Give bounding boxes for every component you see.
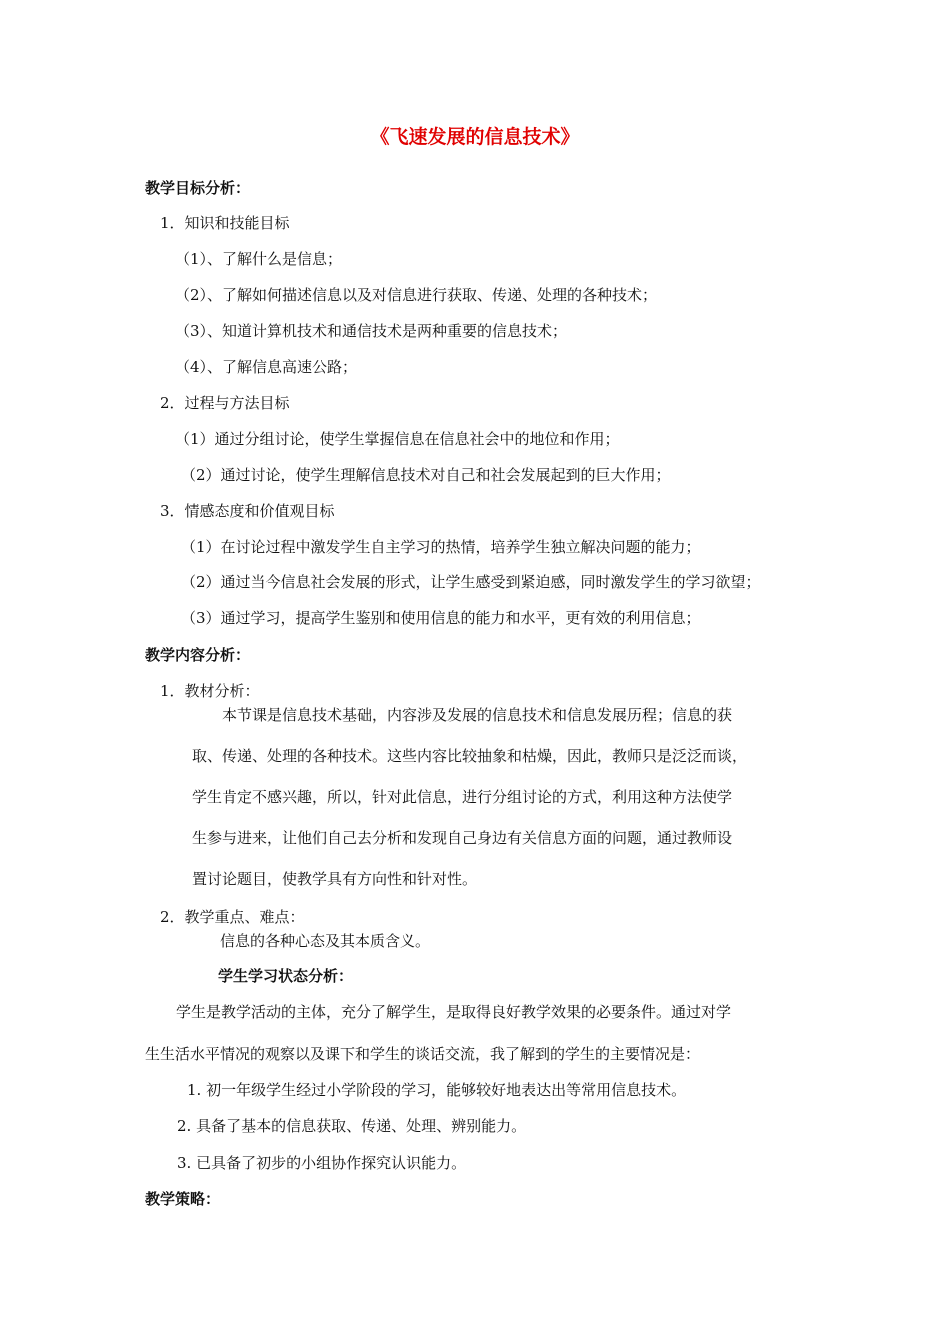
keypoints-heading: 2．教学重点、难点： <box>160 908 305 926</box>
knowledge-goal-heading: 1．知识和技能目标 <box>160 214 290 232</box>
students-item: 2. 具备了基本的信息获取、传递、处理、辨别能力。 <box>177 1117 527 1135</box>
emotion-goal-heading: 3．情感态度和价值观目标 <box>160 502 335 520</box>
material-line: 取、传递、处理的各种技术。这些内容比较抽象和枯燥，因此，教师只是泛泛而谈， <box>192 747 748 765</box>
emotion-item: （1）在讨论过程中激发学生自主学习的热情，培养学生独立解决问题的能力； <box>181 538 701 556</box>
students-heading: 学生学习状态分析： <box>218 967 354 985</box>
process-goal-heading: 2．过程与方法目标 <box>160 394 290 412</box>
strategy-heading: 教学策略： <box>145 1190 221 1208</box>
process-item: （1）通过分组讨论，使学生掌握信息在信息社会中的地位和作用； <box>175 430 620 448</box>
knowledge-item: （4）、了解信息高速公路； <box>175 358 358 376</box>
material-heading: 1．教材分析： <box>160 682 260 700</box>
knowledge-item: （3）、知道计算机技术和通信技术是两种重要的信息技术； <box>175 322 568 340</box>
material-line: 置讨论题目，使教学具有方向性和针对性。 <box>192 870 478 888</box>
emotion-item: （2）通过当今信息社会发展的形式，让学生感受到紧迫感，同时激发学生的学习欲望； <box>181 573 761 591</box>
students-paragraph-line: 学生是教学活动的主体，充分了解学生，是取得良好教学效果的必要条件。通过对学 <box>176 1003 732 1021</box>
students-paragraph-line: 生生活水平情况的观察以及课下和学生的谈话交流，我了解到的学生的主要情况是： <box>145 1045 701 1063</box>
document-title: 《飞速发展的信息技术》 <box>370 126 580 148</box>
knowledge-item: （2）、了解如何描述信息以及对信息进行获取、传递、处理的各种技术； <box>175 286 658 304</box>
objectives-heading: 教学目标分析： <box>145 179 251 197</box>
material-line: 学生肯定不感兴趣，所以，针对此信息，进行分组讨论的方式，利用这种方法使学 <box>192 788 733 806</box>
students-item: 3. 已具备了初步的小组协作探究认识能力。 <box>177 1154 467 1172</box>
content-heading: 教学内容分析： <box>145 646 251 664</box>
material-line: 生参与进来，让他们自己去分析和发现自己身边有关信息方面的问题，通过教师设 <box>192 829 733 847</box>
knowledge-item: （1）、了解什么是信息； <box>175 250 343 268</box>
keypoints-text: 信息的各种心态及其本质含义。 <box>220 932 431 950</box>
emotion-item: （3）通过学习，提高学生鉴别和使用信息的能力和水平，更有效的利用信息； <box>181 609 701 627</box>
students-item: 1. 初一年级学生经过小学阶段的学习，能够较好地表达出等常用信息技术。 <box>187 1081 687 1099</box>
material-line: 本节课是信息技术基础，内容涉及发展的信息技术和信息发展历程；信息的获 <box>222 706 733 724</box>
process-item: （2）通过讨论，使学生理解信息技术对自己和社会发展起到的巨大作用； <box>181 466 671 484</box>
